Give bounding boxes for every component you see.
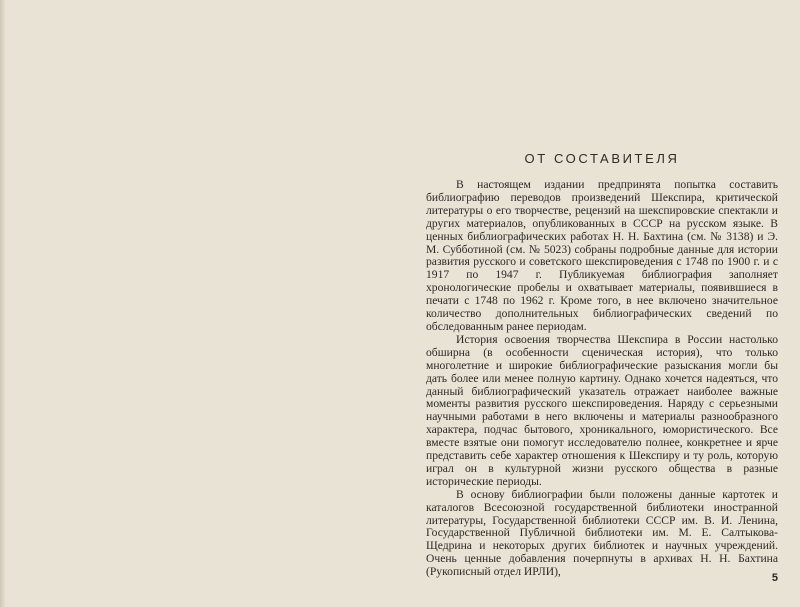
paragraph-2: История освоения творчества Шекспира в России настолько обширна (в особенности сценическая история), что только многолетние и широкие библиографические разыскания могли бы дать более или менее полную картину. Однако хочется надеяться, что данный библиографический указатель отражает наиболее важные моменты развития русского шекспироведения. Наряду с серьезными научными работами в него включены и материалы разнообразного характера, подчас бытового, хроникального, юмористического. Все вместе взятые они помогут исследователю полнее, конкретнее и ярче представить себе характер отношения к Шекспиру и ту роль, которую играл он в культурной жизни русского общества в разные исторические периоды. bbox=[426, 332, 778, 488]
page-number: 5 bbox=[771, 572, 778, 584]
paragraph-1: В настоящем издании предпринята попытка составить библиографию переводов произведений Шекспира, критической литературы о его творчестве, рецензий на шекспировские спектакли и других материалов, опубликованных в СССР на русском языке. В ценных библиографических работах Н. Н. Бахтина (см. № 3138) и Э. М. Субботиной (см. № 5023) собраны подробные данные для истории развития русского и советского шекспироведения с 1748 по 1900 г. и с 1917 по 1947 г. Публикуемая библиография заполняет хронологические пробелы и охватывает материалы, появившиеся в печати с 1748 по 1962 г. Кроме того, в нее включено значительное количество дополнительных библиографических сведений по обследованным ранее периодам. bbox=[426, 178, 778, 333]
page-gutter-shadow bbox=[0, 0, 6, 607]
page-body bbox=[426, 179, 778, 579]
paragraph-3: В основу библиографии были положены данные картотек и каталогов Всесоюзной государственной библиотеки иностранной литературы, Государственной библиотеки СССР им. В. И. Ленина, Государственной Публичной библиотеки им. М. Е. Салтыкова-Щедрина и некоторых других библиотек и научных учреждений. Очень ценные добавления почерпнуты в архивах Н. Н. Бахтина (Рукописный отдел ИРЛИ), bbox=[426, 487, 778, 579]
text-page bbox=[426, 0, 778, 607]
page-title: ОТ СОСТАВИТЕЛЯ bbox=[524, 151, 680, 166]
